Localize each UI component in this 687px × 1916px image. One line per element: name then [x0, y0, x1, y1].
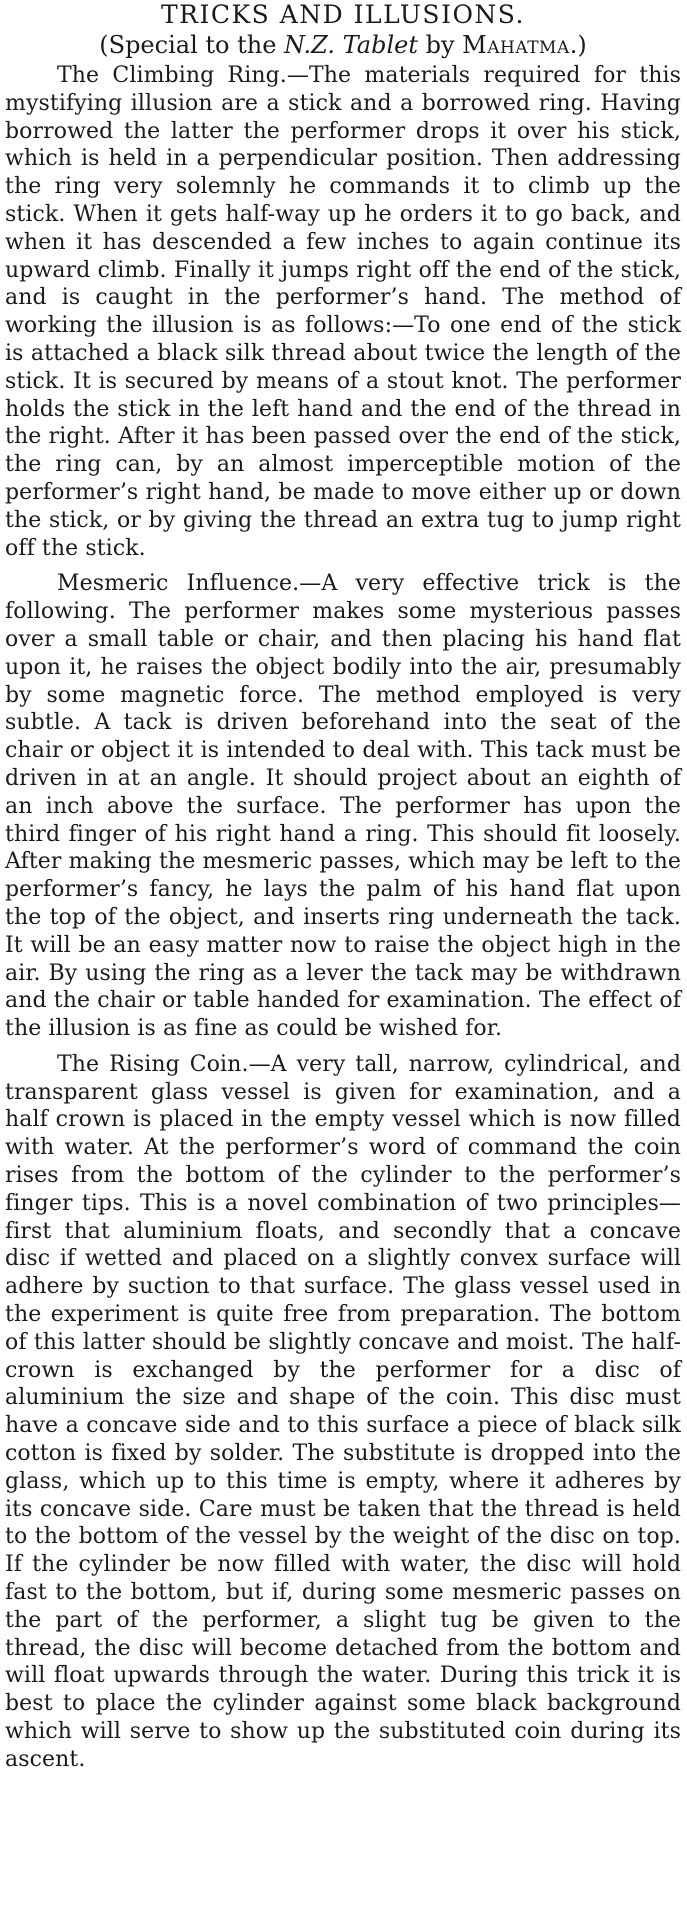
byline-middle: by: [417, 31, 463, 59]
article-title: TRICKS AND ILLUSIONS.: [160, 0, 525, 29]
paragraph-heading: The Climbing Ring.: [57, 63, 287, 88]
paragraph-heading: Mesmeric Influence.: [57, 571, 300, 597]
article-byline: [5, 30, 681, 61]
paragraph-climbing-ring: [5, 62, 681, 562]
byline-suffix: .): [569, 31, 587, 59]
paragraph-heading: The Rising Coin.: [57, 1051, 249, 1077]
byline-publication: N.Z. Tablet: [284, 31, 418, 59]
paragraph-body: —The materials required for this mystifying illusion are a stick and a borrowed ring. Having borrowed the latter the performer drops it over his stick, which is held in a perpendicular position. Then addressing the ring very solemnly he commands it to climb up the stick. When it gets half-way up he orders it to go back, and when it has descended a few inches to again continue its upward climb. Finally it jumps right off the end of the stick, and is caught in the performer’s hand. The method of working the illusion is as follows:—To one end of the stick is attached a black silk thread about twice the length of the stick. It is secured by means of a stout knot. The performer holds the stick in the left hand and the end of the thread in the right. After it has been passed over the end of the stick, the ring can, by an almost imperceptible motion of the performer’s right hand, be made to move either up or down the stick, or by giving the thread an extra tug to jump right off the stick.: [5, 63, 681, 561]
byline-prefix: (Special to the: [99, 31, 285, 59]
paragraph-body: —A very tall, narrow, cylindrical, and transparent glass vessel is given for examination, and a half crown is placed in the empty vessel which is now filled with water. At the performer’s word of command the coin rises from the bottom of the cylinder to the performer’s finger tips. This is a novel combination of two principles—first that aluminium floats, and secondly that a concave disc if wetted and placed on a slightly convex surface will adhere by suction to that surface. The glass vessel used in the experiment is quite free from preparation. The bottom of this latter should be slightly concave and moist. The half-crown is exchanged by the performer for a disc of aluminium the size and shape of the coin. This disc must have a concave side and to this surface a piece of black silk cotton is fixed by solder. The substitute is dropped into the glass, which up to this time is empty, where it adheres by its concave side. Care must be taken that the thread is held to the bottom of the vessel by the weight of the disc on top. If the cylinder be now filled with water, the disc will hold fast to the bottom, but if, during some mesmeric passes on the part of the performer, a slight tug be given to the thread, the disc will become detached from the bottom and will float upwards through the water. During this trick it is best to place the cylinder against some black background which will serve to show up the substituted coin during its ascent.: [5, 1051, 682, 1772]
paragraph-body: —A very effective trick is the following. The performer makes some mysterious passes over a small table or chair, and then placing his hand flat upon it, he raises the object bodily into the air, presumably by some magnetic force. The method employed is very subtle. A tack is driven beforehand into the seat of the chair or object it is intended to deal with. This tack must be driven in at an angle. It should project about an eighth of an inch above the surface. The performer has upon the third finger of his right hand a ring. This should fit loosely. After making the mesmeric passes, which may be left to the performer’s fancy, he lays the palm of his hand flat upon the top of the object, and inserts ring underneath the tack. It will be an easy matter now to raise the object high in the air. By using the ring as a lever the tack may be withdrawn and the chair or table handed for examination. The effect of the illusion is as fine as could be wished for.: [5, 571, 681, 1042]
paragraph-mesmeric-influence: [5, 570, 681, 1043]
paragraph-rising-coin: [5, 1051, 681, 1774]
byline-author: Mahatma: [462, 31, 570, 59]
